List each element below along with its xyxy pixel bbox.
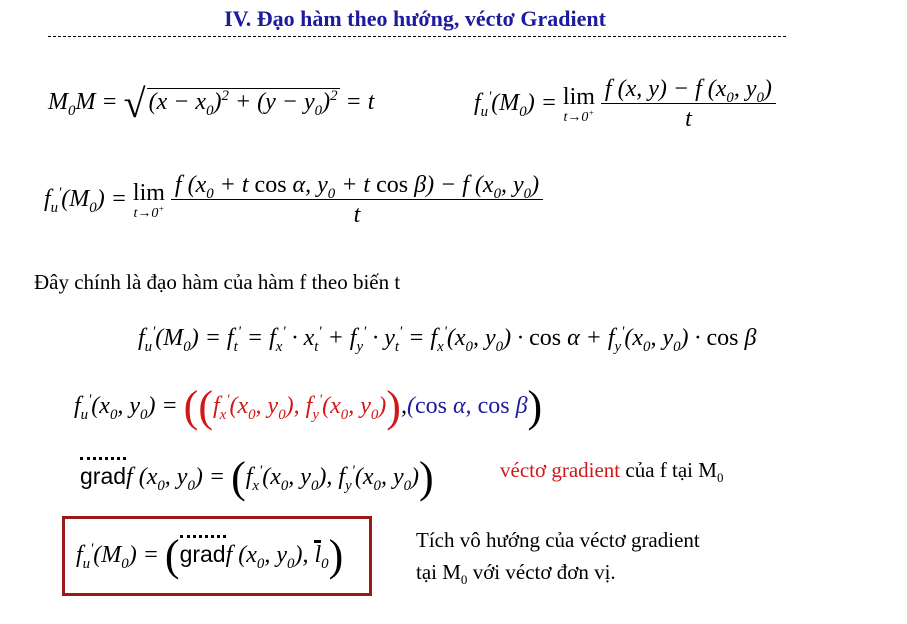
equation-vector-form: $f_u'(x_0$, $y_0) = ((f_x'(x_0$, $y_0$), $f_y'(x_0$, $y_0)),(\cos$ α, cos β): [74, 382, 543, 431]
dot-caption-line2-a: tại M: [416, 560, 461, 584]
equation-dot-product: $f_u'(M_0)$ = (gradf ($x_0$, $y_0$), $l_0$): [76, 531, 344, 580]
equation-distance: $M_0M$ = √ $(x - x_0)^2 + (y - y_0)^2 = t$: [48, 81, 375, 126]
equation-limit-parametric: $f_u'(M_0)$ = lim t→0+ $\frac{f (x_0 + t \cos \alpha, y_0 + t \cos \beta) - f (x_0, y_0)}{t}$: [44, 172, 543, 229]
dot-caption-line1: Tích vô hướng của véctơ gradient: [416, 528, 700, 552]
dot-caption-line2-sub: 0: [460, 572, 468, 588]
dot-caption-line2: [416, 560, 616, 588]
dot-caption-line2-b: với véctơ đơn vị.: [467, 560, 616, 584]
gradient-caption-highlight: véctơ gradient: [500, 458, 621, 482]
gradient-caption: [500, 458, 724, 486]
equation-limit-definition: $f_u'(M_0)$ = lim t→0+ $\frac{f (x, y) - f (x_0, y_0)}{t}$: [474, 76, 776, 133]
explanation-text: Đây chính là đạo hàm của hàm f theo biến t: [34, 270, 401, 294]
gradient-caption-subscript: 0: [716, 470, 724, 486]
equation-gradient: gradf ($x_0$, $y_0) = (f_x'(x_0$, $y_0$), $f_y'(x_0$, $y_0$)): [80, 453, 434, 502]
gradient-caption-rest: của f tại M: [620, 458, 717, 482]
equation-chain-rule: $f_u'(M_0) = f_t' = f_x' \cdot x_t' + f_y' \cdot y_t' = f_x'(x_0$, $y_0) \cdot \cos \alpha + f_y'(x_0$, $y_0) \cdot \cos \beta$: [138, 324, 757, 355]
slide-title: IV. Đạo hàm theo hướng, véctơ Gradient: [224, 6, 606, 31]
dashed-divider: [48, 36, 786, 37]
